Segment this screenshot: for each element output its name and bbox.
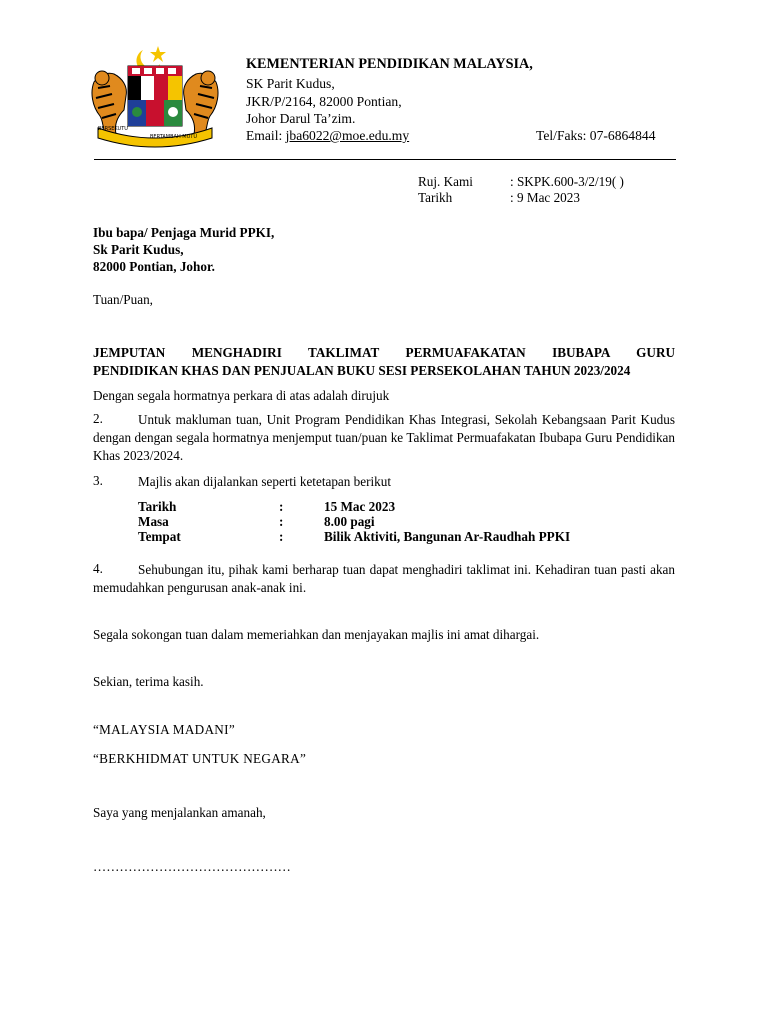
- amanah-text: Saya yang menjalankan amanah,: [93, 805, 266, 820]
- crest-motto-right: BERTAMBAH MUTU: [150, 134, 197, 140]
- header-divider: [94, 159, 676, 160]
- telfax: Tel/Faks: 07-6864844: [536, 128, 656, 143]
- tarikh-value: : 9 Mac 2023: [510, 190, 580, 205]
- letter-title-line2: PENDIDIKAN KHAS DAN PENJUALAN BUKU SESI PERSEKOLAHAN TAHUN 2023/2024: [93, 363, 631, 378]
- event-date-colon: :: [279, 499, 284, 514]
- letter-title: [93, 344, 675, 380]
- para4-text: Sehubungan itu, pihak kami berharap tuan dapat menghadiri taklimat ini. Kehadiran tuan pasti akan memudahkan pengurusan anak-anak ini.: [93, 562, 675, 595]
- ruj-label: Ruj. Kami: [418, 174, 473, 189]
- ministry-title: KEMENTERIAN PENDIDIKAN MALAYSIA,: [246, 56, 533, 72]
- para3-number: 3.: [93, 473, 103, 488]
- event-time-value: 8.00 pagi: [324, 514, 375, 529]
- coat-of-arms-icon: [88, 44, 222, 148]
- email-line: [246, 126, 409, 145]
- event-venue-colon: :: [279, 529, 284, 544]
- slogan-malaysia-madani: “MALAYSIA MADANI”: [93, 722, 235, 737]
- addressee-line3: 82000 Pontian, Johor.: [93, 259, 215, 274]
- event-date-value: 15 Mac 2023: [324, 499, 396, 514]
- addressee-line2: Sk Parit Kudus,: [93, 242, 184, 257]
- school-address-line2: Johor Darul Ta’zim.: [246, 111, 356, 126]
- email-link[interactable]: jba6022@moe.edu.my: [285, 128, 410, 143]
- event-date-label: Tarikh: [138, 499, 177, 514]
- school-name: SK Parit Kudus,: [246, 76, 335, 91]
- event-time-colon: :: [279, 514, 284, 529]
- para3-text: Majlis akan dijalankan seperti ketetapan berikut: [138, 474, 392, 489]
- para2-text: Untuk makluman tuan, Unit Program Pendidikan Khas Integrasi, Sekolah Kebangsaan Parit Kudus dengan dengan segala hormatnya menjemput tuan/puan ke Taklimat Permuafakatan Ibubapa Guru Pendidikan Khas 2023/2024.: [93, 412, 675, 463]
- event-time-label: Masa: [138, 514, 169, 529]
- signature-line: ………………………………………: [93, 859, 291, 874]
- ruj-value: : SKPK.600-3/2/19( ): [510, 174, 624, 189]
- event-venue-label: Tempat: [138, 529, 181, 544]
- slogan-berkhidmat: “BERKHIDMAT UNTUK NEGARA”: [93, 751, 307, 766]
- event-venue-value: Bilik Aktiviti, Bangunan Ar-Raudhah PPKI: [324, 529, 571, 544]
- email-label: Email:: [246, 128, 286, 143]
- closing-text: Sekian, terima kasih.: [93, 674, 204, 689]
- support-text: Segala sokongan tuan dalam memeriahkan dan menjayakan majlis ini amat dihargai.: [93, 627, 540, 642]
- letter-title-line1: JEMPUTAN MENGHADIRI TAKLIMAT PERMUAFAKATAN IBUBAPA GURU: [93, 345, 675, 360]
- crest-motto-left: BERSEKUTU: [98, 126, 128, 132]
- addressee-line1: Ibu bapa/ Penjaga Murid PPKI,: [93, 225, 275, 240]
- para2-number: 2.: [93, 411, 103, 426]
- school-address-line1: JKR/P/2164, 82000 Pontian,: [246, 94, 402, 109]
- tarikh-label: Tarikh: [418, 190, 453, 205]
- intro-text: Dengan segala hormatnya perkara di atas adalah dirujuk: [93, 388, 390, 403]
- para4-number: 4.: [93, 561, 103, 576]
- salutation: Tuan/Puan,: [93, 292, 153, 307]
